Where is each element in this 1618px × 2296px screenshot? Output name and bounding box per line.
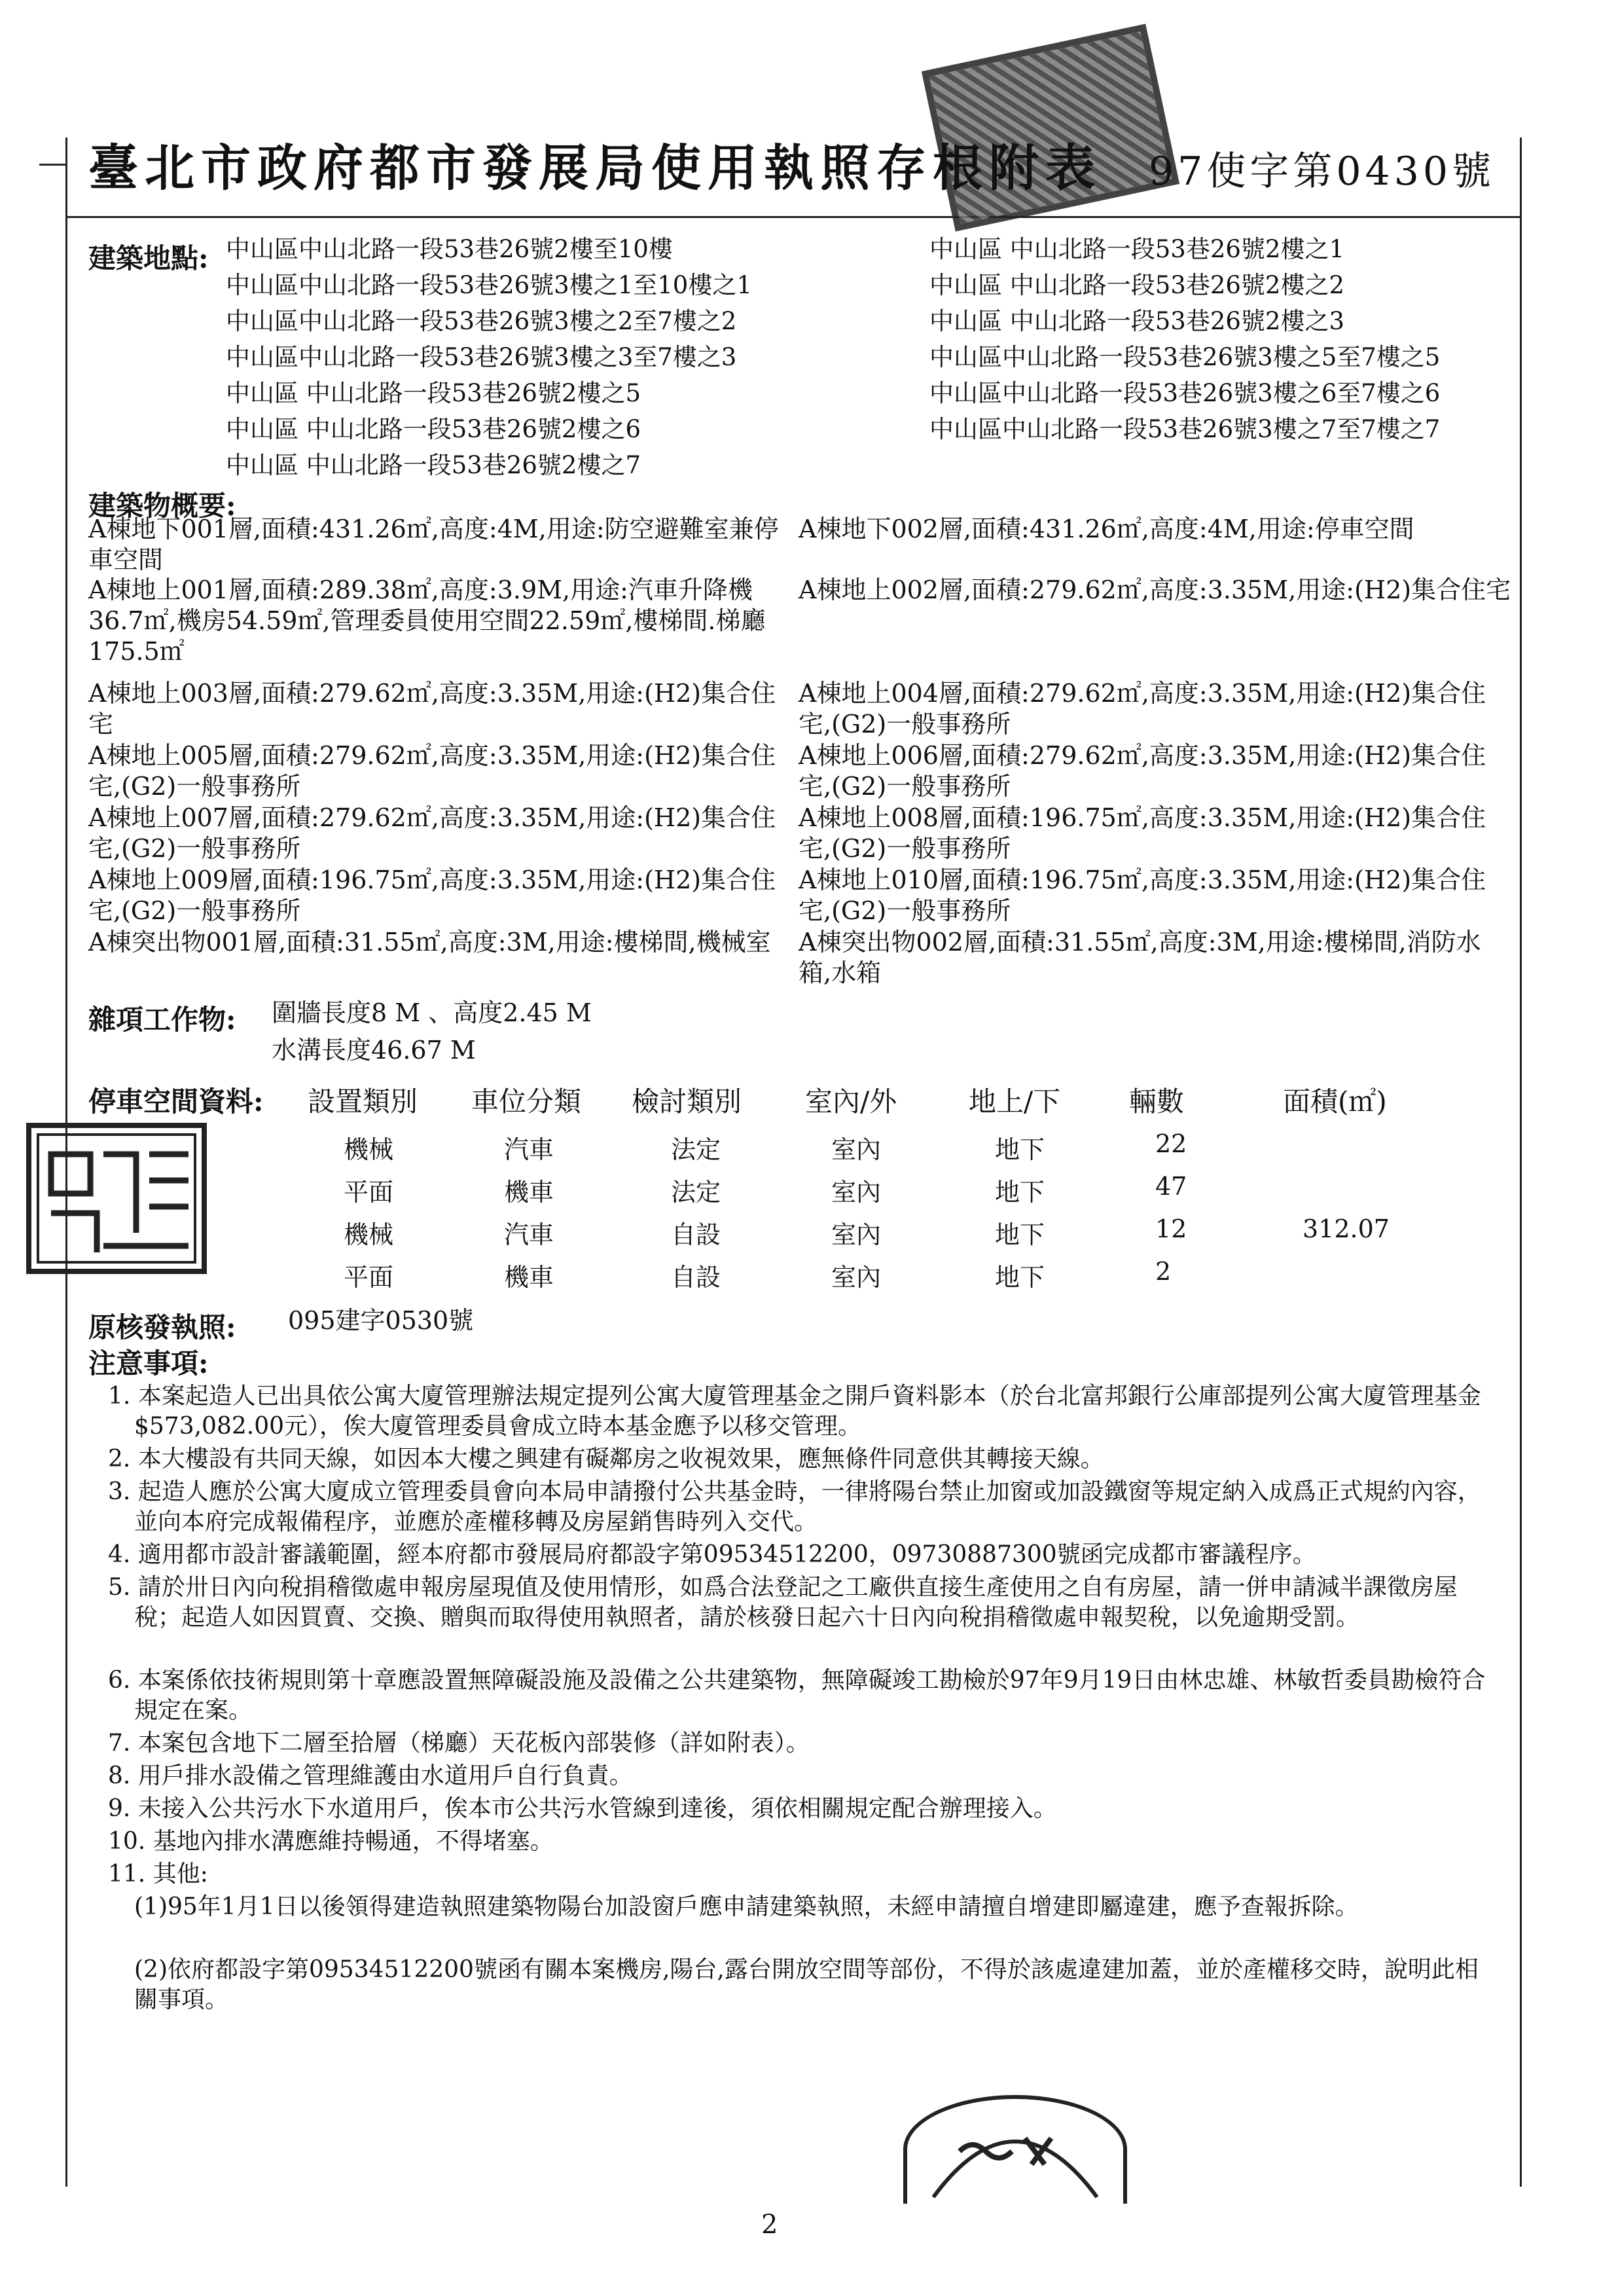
building-cell: A棟地下002層,面積:431.26㎡,高度:4M,用途:停車空間	[799, 515, 1414, 543]
parking-cell: 2	[1155, 1257, 1172, 1286]
seal-stamp-bottom	[903, 2095, 1127, 2204]
building-label: 建築物概要:	[88, 490, 236, 522]
building-row	[88, 514, 1515, 575]
notes-list	[108, 1381, 1496, 2018]
building-row	[88, 740, 1515, 803]
parking-cell: 自設	[671, 1263, 721, 1292]
note-item: 7. 本案包含地下二層至拾層（梯廳）天花板內部裝修（詳如附表）。	[108, 1730, 810, 1757]
parking-cell: 機車	[504, 1263, 554, 1292]
misc-line: 水溝長度46.67 M	[272, 1036, 476, 1065]
building-cell: A棟地上005層,面積:279.62㎡,高度:3.35M,用途:(H2)集合住宅,(G2)一般事務所	[88, 741, 776, 801]
parking-cell: 平面	[344, 1178, 394, 1207]
building-cell: A棟突出物002層,面積:31.55㎡,高度:3M,用途:樓梯間,消防水箱,水箱	[799, 928, 1481, 987]
parking-cell: 機械	[344, 1135, 394, 1164]
parking-cell: 室內	[831, 1220, 882, 1249]
building-row	[88, 927, 1515, 989]
building-cell: A棟地上002層,面積:279.62㎡,高度:3.35M,用途:(H2)集合住宅	[799, 575, 1511, 604]
location-line: 中山區 中山北路一段53巷26號2樓之2	[929, 271, 1345, 299]
original-permit-label: 原核發執照:	[88, 1311, 236, 1343]
parking-cell: 12	[1155, 1214, 1187, 1243]
parking-header: 室內/外	[805, 1085, 897, 1118]
seal-stamp-left	[26, 1123, 207, 1274]
parking-cell: 汽車	[504, 1220, 554, 1249]
note-sub-item: (2)依府都設字第09534512200號函有關本案機房,陽台,露台開放空間等部份，不得於該處違建加蓋，並於產權移交時，說明此相關事項。	[134, 1956, 1479, 2013]
location-line: 中山區中山北路一段53巷26號3樓之5至7樓之5	[929, 343, 1441, 371]
location-line: 中山區中山北路一段53巷26號3樓之1至10樓之1	[226, 271, 752, 299]
seal-glyph-art	[31, 1128, 202, 1269]
document-title: 臺北市政府都市發展局使用執照存根附表	[88, 139, 1102, 197]
building-cell: A棟地上003層,面積:279.62㎡,高度:3.35M,用途:(H2)集合住宅	[88, 679, 776, 738]
parking-header: 輛數	[1129, 1085, 1185, 1118]
parking-header: 面積(㎡)	[1283, 1085, 1387, 1118]
right-border	[1520, 137, 1522, 2187]
location-line: 中山區中山北路一段53巷26號3樓之3至7樓之3	[226, 343, 737, 371]
location-line: 中山區 中山北路一段53巷26號2樓之6	[226, 415, 641, 443]
note-item: 1. 本案起造人已出具依公寓大廈管理辦法規定提列公寓大廈管理基金之開戶資料影本（於台北富邦銀行公庫部提列公寓大廈管理基金$573,082.00元），俟大廈管理委員會成立時本基金應予以移交管理。	[108, 1383, 1481, 1440]
note-sub-item: (1)95年1月1日以後領得建造執照建築物陽台加設窗戶應申請建築執照，未經申請擅自增建即屬違建，應予查報拆除。	[134, 1893, 1359, 1920]
parking-cell: 室內	[831, 1135, 882, 1164]
parking-cell: 汽車	[504, 1135, 554, 1164]
parking-cell: 22	[1155, 1129, 1187, 1158]
location-line: 中山區 中山北路一段53巷26號2樓之3	[929, 307, 1345, 335]
building-row	[88, 575, 1515, 678]
note-item: 2. 本大樓設有共同天線，如因本大樓之興建有礙鄰房之收視效果，應無條件同意供其轉接天線。	[108, 1446, 1104, 1472]
note-item: 3. 起造人應於公寓大廈成立管理委員會向本局申請撥付公共基金時，一律將陽台禁止加窗或加設鐵窗等規定納入成爲正式規約內容，並向本府完成報備程序，並應於產權移轉及房屋銷售時列入交代。	[108, 1478, 1481, 1535]
parking-cell: 地下	[995, 1263, 1045, 1292]
parking-cell: 室內	[831, 1263, 882, 1292]
building-row	[88, 803, 1515, 865]
note-item: 10. 基地內排水溝應維持暢通，不得堵塞。	[108, 1828, 554, 1855]
building-row	[88, 865, 1515, 927]
parking-cell: 地下	[995, 1220, 1045, 1249]
location-line: 中山區 中山北路一段53巷26號2樓之1	[929, 235, 1345, 263]
building-cell: A棟地上004層,面積:279.62㎡,高度:3.35M,用途:(H2)集合住宅,(G2)一般事務所	[799, 679, 1486, 738]
location-line: 中山區 中山北路一段53巷26號2樓之7	[226, 451, 641, 479]
note-item: 4. 適用都市設計審議範圍，經本府都市發展局府都設字第09534512200，09730887300號函完成都市審議程序。	[108, 1541, 1316, 1568]
building-cell: A棟地上007層,面積:279.62㎡,高度:3.35M,用途:(H2)集合住宅,(G2)一般事務所	[88, 803, 776, 863]
header-divider	[65, 216, 1522, 218]
building-cell: A棟地上010層,面積:196.75㎡,高度:3.35M,用途:(H2)集合住宅,(G2)一般事務所	[799, 866, 1486, 925]
note-item: 8. 用戶排水設備之管理維護由水道用戶自行負責。	[108, 1762, 633, 1789]
parking-cell: 法定	[671, 1135, 721, 1164]
building-cell: A棟突出物001層,面積:31.55㎡,高度:3M,用途:樓梯間,機械室	[88, 928, 771, 957]
building-cell: A棟地上001層,面積:289.38㎡,高度:3.9M,用途:汽車升降機36.7㎡,機房54.59㎡,管理委員使用空間22.59㎡,樓梯間.梯廳175.5㎡	[88, 575, 766, 666]
parking-label: 停車空間資料:	[88, 1085, 264, 1118]
notes-label: 注意事項:	[88, 1347, 209, 1379]
parking-header: 檢討類別	[632, 1085, 742, 1118]
building-cell: A棟地下001層,面積:431.26㎡,高度:4M,用途:防空避難室兼停車空間	[88, 515, 779, 574]
location-line: 中山區 中山北路一段53巷26號2樓之5	[226, 379, 641, 407]
parking-cell: 法定	[671, 1178, 721, 1207]
seal-stamp-top	[922, 24, 1179, 231]
misc-label: 雜項工作物:	[88, 1004, 236, 1036]
note-item: 11. 其他:	[108, 1861, 208, 1887]
location-line: 中山區中山北路一段53巷26號3樓之2至7樓之2	[226, 307, 737, 335]
page-number: 2	[761, 2210, 778, 2240]
document-number: 97使字第0430號	[1149, 149, 1496, 194]
seal-ring-art	[907, 2099, 1123, 2204]
parking-cell: 312.07	[1303, 1214, 1390, 1243]
note-item: 6. 本案係依技術規則第十章應設置無障礙設施及設備之公共建築物，無障礙竣工勘檢於97年9月19日由林忠雄、林敏哲委員勘檢符合規定在案。	[108, 1667, 1486, 1724]
location-line: 中山區中山北路一段53巷26號3樓之6至7樓之6	[929, 379, 1441, 407]
location-right-column	[929, 237, 1440, 453]
note-item: 5. 請於卅日內向稅捐稽徵處申報房屋現值及使用情形，如爲合法登記之工廠供直接生產使用之自有房屋，請一併申請減半課徵房屋稅；起造人如因買賣、交換、贈與而取得使用執照者，請於核發日起六十日內向稅捐稽徵處申報契稅，以免逾期受罰。	[108, 1574, 1458, 1631]
location-label: 建築地點:	[88, 242, 209, 274]
location-line: 中山區中山北路一段53巷26號2樓至10樓	[226, 235, 673, 263]
building-cell: A棟地上008層,面積:196.75㎡,高度:3.35M,用途:(H2)集合住宅,(G2)一般事務所	[799, 803, 1486, 863]
parking-cell: 室內	[831, 1178, 882, 1207]
margin-tick	[39, 164, 65, 166]
parking-cell: 機械	[344, 1220, 394, 1249]
building-row	[88, 678, 1515, 740]
parking-cell: 平面	[344, 1263, 394, 1292]
building-cell: A棟地上006層,面積:279.62㎡,高度:3.35M,用途:(H2)集合住宅,(G2)一般事務所	[799, 741, 1486, 801]
parking-cell: 地下	[995, 1135, 1045, 1164]
location-line: 中山區中山北路一段53巷26號3樓之7至7樓之7	[929, 415, 1441, 443]
parking-cell: 自設	[671, 1220, 721, 1249]
building-cell: A棟地上009層,面積:196.75㎡,高度:3.35M,用途:(H2)集合住宅,(G2)一般事務所	[88, 866, 776, 925]
parking-cell: 機車	[504, 1178, 554, 1207]
parking-cell: 47	[1155, 1172, 1187, 1201]
misc-line: 圍牆長度8 M 、高度2.45 M	[272, 998, 592, 1027]
parking-header: 設置類別	[308, 1085, 418, 1118]
original-permit-value: 095建字0530號	[288, 1306, 474, 1335]
building-table	[88, 514, 1515, 989]
parking-header: 地上/下	[969, 1085, 1061, 1118]
note-item: 9. 未接入公共污水下水道用戶，俟本市公共污水管線到達後，須依相關規定配合辦理接入。	[108, 1795, 1057, 1822]
location-left-column	[226, 237, 752, 489]
parking-cell: 地下	[995, 1178, 1045, 1207]
parking-header: 車位分類	[471, 1085, 582, 1118]
